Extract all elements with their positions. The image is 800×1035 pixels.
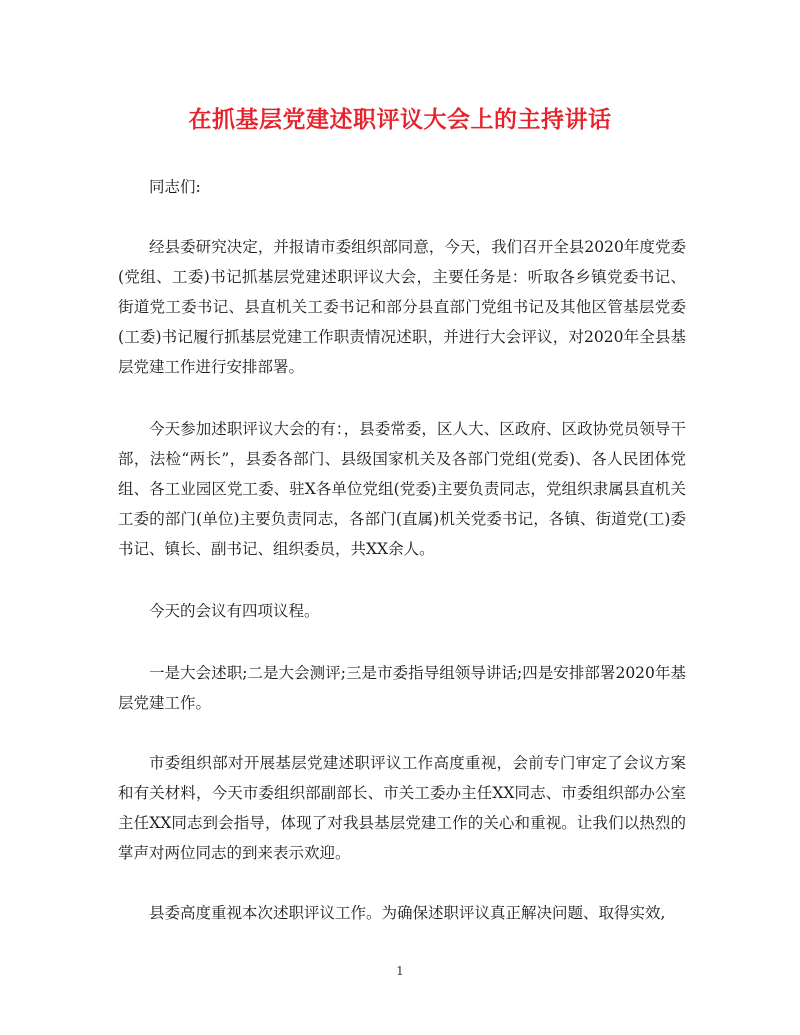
paragraph-block-3 (118, 596, 686, 626)
paragraph-block-2 (118, 414, 686, 564)
paragraph-3: 今天的会议有四项议程。 (149, 602, 320, 620)
greeting-block (118, 172, 686, 202)
paragraph-block-6 (118, 898, 686, 928)
paragraph-4: 一是大会述职;二是大会测评;三是市委指导组领导讲话;四是安排部署2020年基层党建工作。 (118, 664, 686, 712)
greeting: 同志们: (149, 178, 201, 196)
paragraph-5: 市委组织部对开展基层党建述职评议工作高度重视，会前专门审定了会议方案和有关材料，今天市委组织部副部长、市关工委办主任XX同志、市委组织部办公室主任XX同志到会指导，体现了对我县基层党建工作的关心和重视。让我们以热烈的掌声对两位同志的到来表示欢迎。 (118, 754, 686, 862)
document-title: 在抓基层党建述职评议大会上的主持讲话 (188, 106, 612, 133)
paragraph-2: 今天参加述职评议大会的有：，县委常委，区人大、区政府、区政协党员领导干部，法检“两长”，县委各部门、县级国家机关及各部门党组(党委)、各人民团体党组、各工业园区党工委、驻X各单位党组(党委)主要负责同志，党组织隶属县直机关工委的部门(单位)主要负责同志，各部门(直属)机关党委书记，各镇、街道党(工)委书记、镇长、副书记、组织委员，共XX余人。 (118, 420, 686, 558)
paragraph-6: 县委高度重视本次述职评议工作。为确保述职评议真正解决问题、取得实效, (149, 904, 666, 922)
paragraph-block-5 (118, 748, 686, 868)
paragraph-block-1 (118, 232, 686, 382)
page-number: 1 (396, 964, 404, 978)
paragraph-1: 经县委研究决定，并报请市委组织部同意，今天，我们召开全县2020年度党委(党组、工委)书记抓基层党建述职评议大会，主要任务是：听取各乡镇党委书记、街道党工委书记、县直机关工委书记和部分县直部门党组书记及其他区管基层党委(工委)书记履行抓基层党建工作职责情况述职，并进行大会评议，对2020年全县基层党建工作进行安排部署。 (118, 238, 686, 376)
paragraph-block-4 (118, 658, 686, 718)
